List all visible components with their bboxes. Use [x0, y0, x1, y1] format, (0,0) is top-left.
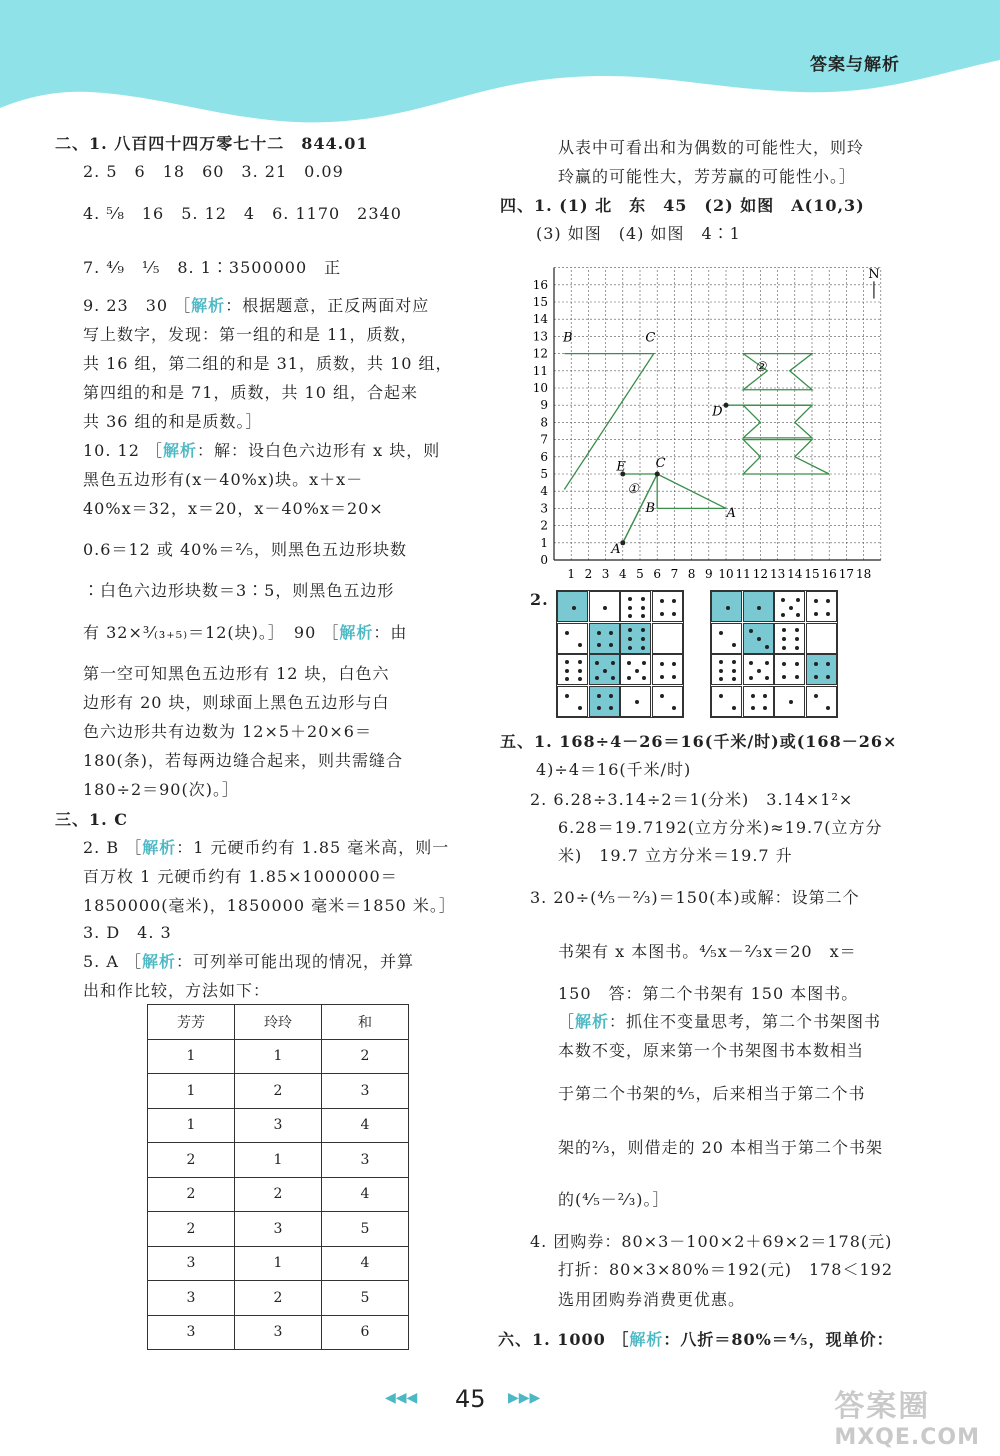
answer-line: 选用团购券消费更优惠。 — [558, 1290, 746, 1309]
dice-cell — [589, 591, 620, 622]
dice-pip — [732, 669, 736, 673]
answer-line: ［解析：抓住不变量思考，第二个书架图书 — [558, 1012, 882, 1031]
dice-cell — [620, 686, 651, 717]
x-tick-label: 18 — [855, 567, 872, 581]
dice-grid-left — [556, 590, 684, 718]
y-tick-label: 15 — [532, 295, 548, 309]
answer-line: 三、1. C — [55, 810, 129, 829]
footer-left-arrows-icon: ◀◀◀ — [385, 1390, 418, 1406]
answer-line: 共 16 组，第二组的和是 31，质数，共 10 组， — [83, 354, 453, 373]
point-label: ① — [627, 481, 639, 497]
dice-pip — [781, 613, 785, 617]
dice-cell — [589, 654, 620, 685]
y-tick-label: 1 — [540, 535, 548, 550]
dice-pip — [781, 598, 785, 602]
watermark-bottom: MXQE.COM — [834, 1425, 980, 1450]
dice-pip — [627, 676, 631, 680]
dice-pip — [814, 662, 818, 666]
answer-line: 色六边形共有边数为 12×5＋20×6＝ — [83, 722, 372, 741]
answer-line: 书架有 x 本图书。⁴⁄₅x－²⁄₃x＝20 x＝ — [558, 942, 857, 961]
dice-cell — [711, 623, 742, 654]
page-number: 45 — [455, 1385, 486, 1413]
y-tick-label: 6 — [540, 449, 548, 464]
dice-pip — [814, 599, 818, 603]
y-tick-label: 10 — [532, 381, 548, 395]
dice-pip — [782, 637, 786, 641]
dice-pip — [628, 606, 632, 610]
dice-cell — [743, 686, 774, 717]
y-tick-label: 7 — [540, 432, 548, 447]
table-cell: 2 — [148, 1177, 235, 1212]
page-header — [0, 0, 1000, 130]
table-header: 芳芳 — [148, 1005, 235, 1040]
north-label: N — [868, 266, 880, 282]
dice-pip — [732, 677, 736, 681]
x-tick-label: 12 — [752, 567, 769, 581]
dice-pip — [595, 676, 599, 680]
dice-pip — [719, 669, 723, 673]
answer-line: ∶白色六边形块数＝3∶5，则黑色五边形 — [83, 581, 395, 600]
dice-pip — [749, 676, 753, 680]
answer-line: 4. ⁵⁄₈ 16 5. 12 4 6. 1170 2340 — [83, 204, 402, 223]
dice-pip — [782, 662, 786, 666]
point-label: E — [616, 459, 626, 475]
answer-line: 2. 5 6 18 60 3. 21 0.09 — [83, 162, 344, 181]
answer-line: 玲赢的可能性大，芳芳赢的可能性小。］ — [558, 167, 857, 186]
point-label: A — [611, 542, 621, 558]
y-tick-label: 0 — [540, 553, 548, 567]
y-tick-label: 9 — [540, 398, 548, 413]
dice-pip — [660, 662, 664, 666]
answer-line: 180(条)，若每两边缝合起来，则共需缝合 — [83, 751, 404, 770]
y-tick-label: 3 — [540, 501, 548, 516]
y-tick-label: 4 — [540, 484, 548, 499]
dice-pip — [795, 637, 799, 641]
dice-pip — [565, 669, 569, 673]
x-tick-label: 11 — [735, 567, 751, 581]
dice-pip — [765, 676, 769, 680]
answer-line: 0.6＝12 或 40%＝²⁄₅，则黑色五边形块数 — [83, 540, 408, 559]
answer-line: 四、1. (1) 北 东 45 (2) 如图 A(10,3) — [500, 196, 865, 215]
graph-point — [620, 540, 625, 545]
dice-pip — [642, 661, 646, 665]
dice-pip — [565, 660, 569, 664]
dice-cell — [652, 623, 683, 654]
answer-line: 第四组的和是 71，质数，共 10 组，合起来 — [83, 383, 418, 402]
point-label: C — [655, 456, 666, 472]
dice-cell — [557, 654, 588, 685]
dice-pip — [732, 660, 736, 664]
dice-pip — [751, 706, 755, 710]
x-tick-label: 4 — [618, 567, 627, 581]
table-cell: 3 — [322, 1074, 409, 1109]
answer-line: 6.28＝19.7192(立方分米)≈19.7(立方分 — [558, 818, 883, 837]
dice-pip — [597, 631, 601, 635]
dice-cell — [620, 654, 651, 685]
table-cell: 2 — [148, 1212, 235, 1247]
table-cell: 2 — [322, 1039, 409, 1074]
dice-cell — [806, 591, 837, 622]
dice-pip — [796, 613, 800, 617]
dice-pip — [795, 646, 799, 650]
dice-pip — [796, 598, 800, 602]
point-label: B — [645, 500, 656, 516]
dice-cell — [557, 623, 588, 654]
dice-pip — [763, 706, 767, 710]
dice-pip — [611, 676, 615, 680]
point-label: D — [712, 404, 723, 420]
answer-line: 4)÷4＝16(千米/时) — [536, 760, 692, 779]
dice-cell — [743, 623, 774, 654]
answer-line: 第一空可知黑色五边形有 12 块，白色六 — [83, 664, 390, 683]
graph-point — [655, 472, 660, 477]
triangle-abc-large — [564, 354, 653, 490]
dice-pip — [641, 628, 645, 632]
dice-pip — [672, 599, 676, 603]
dice-pip — [641, 614, 645, 618]
dice-pip — [789, 606, 793, 610]
dice-pip — [660, 694, 664, 698]
dice-cell — [589, 686, 620, 717]
table-header: 玲玲 — [235, 1005, 322, 1040]
answer-line: 40%x＝32，x＝20，x－40%x＝20× — [83, 499, 384, 518]
dice-pip — [628, 597, 632, 601]
dice-pip — [726, 606, 730, 610]
dice-pip — [641, 606, 645, 610]
dice-cell — [711, 654, 742, 685]
dice-pip — [611, 661, 615, 665]
dice-pip — [635, 669, 639, 673]
answer-line: 7. ⁴⁄₉ ¹⁄₅ 8. 1∶3500000 正 — [83, 258, 342, 277]
dice-pip — [765, 645, 769, 649]
footer-right-arrows-icon: ▶▶▶ — [508, 1390, 541, 1406]
answer-line: 2. 6.28÷3.14÷2＝1(分米) 3.14×1²× — [530, 790, 854, 809]
dice-pip — [826, 706, 830, 710]
point-label: ② — [754, 359, 767, 375]
y-tick-label: 12 — [532, 346, 548, 361]
dice-pip — [609, 694, 613, 698]
dice-pip — [763, 694, 767, 698]
header-title: 答案与解析 — [810, 55, 900, 75]
dice-pip — [597, 706, 601, 710]
x-tick-label: 10 — [718, 567, 734, 581]
table-cell: 2 — [235, 1074, 322, 1109]
dice-pip — [572, 606, 576, 610]
table-cell: 1 — [148, 1074, 235, 1109]
table-cell: 3 — [235, 1212, 322, 1247]
answer-line: 六、1. 1000 ［解析：八折＝80%＝⁴⁄₅，现单价： — [498, 1330, 894, 1349]
dice-pip — [795, 662, 799, 666]
dice-pip — [751, 694, 755, 698]
dice-cell — [774, 623, 805, 654]
dice-pip — [719, 631, 723, 635]
dice-pip — [757, 669, 761, 673]
y-tick-label: 11 — [532, 363, 548, 378]
table-cell: 6 — [322, 1315, 409, 1350]
x-tick-label: 2 — [584, 567, 593, 581]
table-cell: 4 — [322, 1246, 409, 1281]
x-tick-label: 16 — [821, 567, 837, 581]
table-cell: 1 — [148, 1039, 235, 1074]
dice-cell — [806, 623, 837, 654]
answer-line: 打折：80×3×80%＝192(元) 178＜192 — [558, 1260, 894, 1279]
dice-pip — [719, 660, 723, 664]
table-cell: 1 — [235, 1039, 322, 1074]
dice-pip — [597, 643, 601, 647]
answer-line: (3) 如图 (4) 如图 4∶1 — [536, 224, 741, 243]
probability-table — [147, 1004, 409, 1350]
answer-line: 9. 23 30 ［解析：根据题意，正反两面对应 — [83, 296, 430, 315]
table-cell: 2 — [235, 1281, 322, 1316]
dice-pip — [660, 675, 664, 679]
dice-pip — [814, 612, 818, 616]
dice-pip — [672, 612, 676, 616]
dice-pip — [603, 606, 607, 610]
dice-pip — [826, 612, 830, 616]
dice-question-label: 2. — [530, 590, 549, 609]
dice-pip — [672, 675, 676, 679]
table-cell: 1 — [148, 1108, 235, 1143]
dice-pip — [749, 629, 753, 633]
dice-pip — [672, 662, 676, 666]
dice-pip — [578, 669, 582, 673]
dice-pip — [565, 677, 569, 681]
dice-pip — [826, 662, 830, 666]
dice-pip — [578, 706, 582, 710]
dice-pip — [641, 637, 645, 641]
y-tick-label: 14 — [532, 312, 548, 327]
dice-cell — [557, 591, 588, 622]
answer-line: 有 32×³⁄₍₃₊₅₎＝12(块)。］ 90 ［解析：由 — [83, 623, 408, 642]
x-tick-label: 14 — [787, 567, 803, 581]
answer-line: 于第二个书架的⁴⁄₅，后来相当于第二个书 — [558, 1084, 866, 1103]
dice-pip — [660, 599, 664, 603]
table-cell: 4 — [322, 1177, 409, 1212]
answer-line: 二、1. 八百四十四万零七十二 844.01 — [55, 134, 369, 153]
dice-pip — [628, 646, 632, 650]
answer-line: 5. A ［解析：可列举可能出现的情况，并算 — [83, 952, 415, 971]
x-tick-label: 3 — [601, 567, 610, 581]
dice-pip — [627, 661, 631, 665]
table-cell: 2 — [235, 1177, 322, 1212]
dice-pip — [826, 599, 830, 603]
table-cell: 1 — [235, 1246, 322, 1281]
dice-pip — [597, 694, 601, 698]
x-tick-label: 13 — [769, 567, 786, 581]
dice-pip — [578, 677, 582, 681]
answer-line: 3. 20÷(⁴⁄₅－²⁄₃)＝150(本)或解：设第二个 — [530, 888, 860, 907]
dice-pip — [826, 675, 830, 679]
table-cell: 3 — [235, 1108, 322, 1143]
x-tick-label: 5 — [636, 567, 644, 581]
dice-pip — [603, 669, 607, 673]
answer-line: 150 答：第二个书架有 150 本图书。 — [558, 984, 859, 1003]
answer-line: 180÷2＝90(次)。］ — [83, 780, 239, 799]
x-tick-label: 17 — [838, 567, 855, 581]
dice-pip — [660, 612, 664, 616]
answer-line: 共 36 组的和是质数。］ — [83, 412, 263, 431]
answer-line: 五、1. 168÷4－26＝16(千米/时)或(168－26× — [500, 732, 898, 751]
x-tick-label: 8 — [687, 567, 696, 581]
answer-line: 百万枚 1 元硬币约有 1.85×1000000＝ — [83, 867, 398, 886]
dice-cell — [743, 654, 774, 685]
dice-pip — [595, 661, 599, 665]
dice-pip — [565, 631, 569, 635]
dice-pip — [628, 637, 632, 641]
x-tick-label: 9 — [704, 567, 713, 581]
watermark-logo — [834, 1381, 980, 1450]
dice-cell — [652, 654, 683, 685]
dice-pip — [642, 676, 646, 680]
table-cell: 3 — [322, 1143, 409, 1178]
answer-line: 黑色五边形有(x－40%x)块。x＋x－ — [83, 470, 364, 489]
answer-line: 10. 12 ［解析：解：设白色六边形有 x 块，则 — [83, 441, 441, 460]
answer-line: 3. D 4. 3 — [83, 923, 172, 942]
dice-pip — [814, 675, 818, 679]
answer-line: 写上数字，发现：第一组的和是 11，质数， — [83, 325, 418, 344]
dice-pip — [782, 675, 786, 679]
dice-pip — [635, 700, 639, 704]
dice-pip — [609, 631, 613, 635]
y-tick-label: 8 — [540, 415, 548, 430]
dice-pip — [782, 646, 786, 650]
watermark-top: 答案圈 — [834, 1389, 931, 1424]
dice-cell — [557, 686, 588, 717]
y-tick-label: 5 — [540, 467, 548, 481]
dice-pip — [789, 700, 793, 704]
dice-pip — [641, 646, 645, 650]
x-tick-label: 15 — [804, 567, 820, 581]
dice-pip — [765, 661, 769, 665]
dice-pip — [609, 706, 613, 710]
dice-cell — [589, 623, 620, 654]
answer-line: 本数不变，原来第一个书架图书本数相当 — [558, 1041, 865, 1060]
table-cell: 3 — [148, 1315, 235, 1350]
dice-pip — [732, 643, 736, 647]
y-tick-label: 13 — [532, 329, 548, 344]
table-header: 和 — [322, 1005, 409, 1040]
answer-line: 2. B ［解析：1 元硬币约有 1.85 毫米高，则一 — [83, 838, 450, 857]
y-tick-label: 2 — [540, 518, 548, 533]
dice-cell — [711, 591, 742, 622]
x-tick-label: 1 — [567, 567, 576, 581]
dice-pip — [732, 706, 736, 710]
answer-line: 出和作比较，方法如下： — [83, 981, 271, 1000]
dice-pip — [565, 694, 569, 698]
dice-cell — [652, 686, 683, 717]
dice-pip — [757, 606, 761, 610]
x-tick-label: 7 — [670, 567, 679, 581]
dice-cell — [774, 686, 805, 717]
dice-pip — [672, 706, 676, 710]
answer-line: 1850000(毫米)，1850000 毫米＝1850 米。］ — [83, 896, 456, 915]
point-label: A — [726, 506, 736, 521]
x-tick-label: 6 — [653, 567, 662, 581]
dice-cell — [620, 591, 651, 622]
dice-cell — [620, 623, 651, 654]
dice-cell — [806, 654, 837, 685]
dice-cell — [652, 591, 683, 622]
dice-cell — [774, 654, 805, 685]
dice-pip — [795, 675, 799, 679]
dice-pip — [628, 614, 632, 618]
dice-pip — [757, 637, 761, 641]
table-cell: 4 — [322, 1108, 409, 1143]
dice-pip — [609, 643, 613, 647]
coordinate-graph — [530, 250, 920, 585]
table-cell: 5 — [322, 1212, 409, 1247]
dice-cell — [743, 591, 774, 622]
dice-cell — [774, 591, 805, 622]
table-cell: 5 — [322, 1281, 409, 1316]
dice-pip — [749, 661, 753, 665]
table-cell: 3 — [148, 1246, 235, 1281]
table-cell: 3 — [148, 1281, 235, 1316]
dice-cell — [806, 686, 837, 717]
table-cell: 3 — [235, 1315, 322, 1350]
table-cell: 1 — [235, 1143, 322, 1178]
answer-line: 架的²⁄₃，则借走的 20 本相当于第二个书架 — [558, 1138, 884, 1157]
answer-line: 边形有 20 块，则球面上黑色五边形与白 — [83, 693, 390, 712]
graph-point — [724, 403, 729, 408]
dice-pip — [578, 660, 582, 664]
point-label: B — [562, 330, 573, 346]
answer-line: 的(⁴⁄₅－²⁄₃)。］ — [558, 1190, 670, 1209]
dice-pip — [782, 628, 786, 632]
point-label: C — [645, 330, 656, 346]
dice-cell — [711, 686, 742, 717]
y-tick-label: 16 — [532, 277, 548, 292]
dice-pip — [719, 677, 723, 681]
dice-pip — [641, 597, 645, 601]
table-cell: 2 — [148, 1143, 235, 1178]
answer-line: 米) 19.7 立方分米＝19.7 升 — [558, 846, 793, 865]
answer-line: 从表中可看出和为偶数的可能性大，则玲 — [558, 138, 865, 157]
answer-line: 4. 团购券：80×3－100×2＋69×2＝178(元) — [530, 1232, 893, 1251]
dice-pip — [795, 628, 799, 632]
dice-pip — [628, 628, 632, 632]
dice-grid-right — [710, 590, 838, 718]
dice-pip — [719, 694, 723, 698]
dice-pip — [578, 643, 582, 647]
dice-pip — [814, 694, 818, 698]
